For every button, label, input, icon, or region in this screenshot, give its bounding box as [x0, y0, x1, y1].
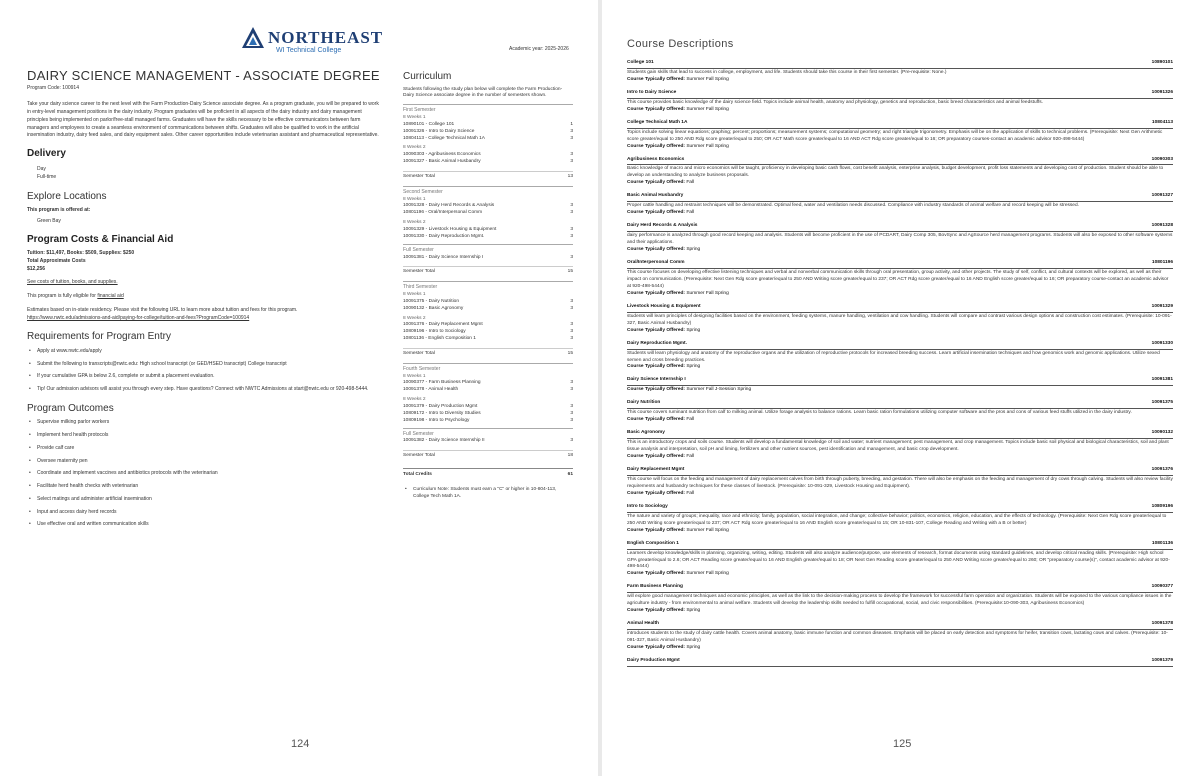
requirement-item: • Submit the following to transcripts@nwtc.edu: High school transcript (or GED/HSED transcript) College transcript	[27, 361, 382, 369]
curriculum-course-row	[403, 438, 573, 445]
course-description: This course focuses on developing effective listening techniques and verbal and nonverbal communication skills through oral presentation, group activity, and other projects. The study of self, conflict, and cultural contexts will be explored, as well as their impact on communication. (Prerequisite: Next Gen Rdg score greater/equal to 250 AND Writing score greater/equal to 237; OR ACT Rdg score greater/equal to 16 AND English score greater/equal to 16; OR preparatory course-contact an academic advisor at 920-498-5444)	[627, 269, 1169, 289]
course-entry	[627, 157, 1173, 188]
course-credits: 3	[570, 329, 573, 335]
academic-year: Academic year: 2025-2026	[509, 46, 569, 52]
course-credits: 3	[570, 135, 573, 141]
course-code: 10090303	[1151, 156, 1173, 162]
course-name: Dairy Replacement Mgmt	[627, 466, 685, 472]
course-name: Dairy Herd Records & Analysis	[627, 223, 698, 229]
outcome-item: • Facilitate herd health checks with veterinarian	[27, 483, 382, 491]
curriculum-course-row	[403, 255, 573, 262]
course-name: 10809198 - Intro to Psychology	[403, 418, 470, 424]
course-description: Students gain skills that lead to success in college, employment, and life. Students should take this course in their first semester. (Pre-requisite: None.)	[627, 69, 947, 75]
course-description: students will learn principles of designing facilities based on the environment, feeding systems, manure handling, ventilation and cow handling. Students will compare and contrast various design options and construction cost estimates. (Prerequisite: 10-091-327, Basic Animal Husbandry)	[627, 313, 1172, 326]
course-name: 10890101 - College 101	[403, 121, 455, 127]
course-entry	[627, 467, 1173, 498]
course-offered-terms: Fall	[686, 210, 695, 216]
outcomes-heading: Program Outcomes	[27, 402, 114, 414]
course-code: 10090132	[1151, 430, 1173, 436]
course-name: 10091381 - Dairy Science Internship I	[403, 254, 484, 260]
delivery-item: Day	[37, 165, 46, 172]
course-credits: 3	[570, 404, 573, 410]
semester-label: Third Semester	[403, 284, 438, 291]
course-entry	[627, 584, 1173, 615]
curriculum-course-row	[403, 136, 573, 143]
course-offered-terms: Spring	[686, 247, 701, 253]
course-name: 10090132 - Basic Agronomy	[403, 305, 464, 311]
course-name: 10809196 - Intro to Sociology	[403, 329, 466, 335]
course-header	[627, 120, 1173, 129]
outcome-item: • Use effective oral and written communication skills	[27, 521, 382, 529]
outcome-item: • Coordinate and implement vaccines and antibiotics protocols with the veterinarian	[27, 470, 382, 478]
course-offered-terms: Fall	[686, 180, 695, 186]
course-offered-terms: Summer Fall Spring	[686, 76, 729, 82]
course-name: Intro to Dairy Science	[627, 89, 677, 95]
semester-total-row	[403, 266, 573, 276]
course-code: 10091329	[1151, 303, 1173, 309]
costs-link[interactable]: See costs of tuition, books, and supplies.	[27, 279, 118, 286]
course-offered-label: Course Typically Offered:	[627, 454, 687, 460]
course-offered-terms: Fall	[686, 417, 695, 423]
course-code: 10801196	[1151, 260, 1173, 266]
outcome-item: • Provide calf care	[27, 445, 382, 453]
semester-label: Full Semester	[403, 247, 434, 254]
tuition-text: Tuition: $11,497, Books: $509, Supplies: $250	[27, 250, 135, 257]
course-name: Animal Health	[627, 621, 659, 627]
course-credits: 3	[570, 387, 573, 393]
logo-tagline: WI Technical College	[276, 47, 342, 54]
curriculum-intro: Students following the study plan below will complete the Farm Production-Dairy Science associate degree in the number of semesters shown.	[403, 86, 563, 99]
semester-total-label: Semester Total	[403, 351, 435, 357]
curriculum-course-row	[403, 299, 573, 306]
course-name: Oral/Interpersonal Comm	[627, 260, 685, 266]
course-description: will explore good management techniques and economic principles, as well as the link to the decision-making process to develop the framework for successful farm operation and organization. Students will be exposed to the various compliance issues in the agriculture industry - from environmental to animal welfare. Students will develop the leadership skills needed to fulfill occupational, social, and civic responsibilities. (Prerequisite:10-090-303, Agribusiness Economics)	[627, 594, 1172, 607]
outcomes-list	[27, 419, 382, 529]
financial-aid-text: This program is fully eligible for	[27, 293, 96, 300]
course-name: Farm Business Planning	[627, 584, 683, 590]
program-title: DAIRY SCIENCE MANAGEMENT - ASSOCIATE DEGREE	[27, 68, 380, 83]
curriculum-course-row	[403, 387, 573, 394]
estimates-url[interactable]: https://www.nwtc.edu/admissions-and-aid/paying-for-college/tuition-and-fees?ProgramCode=100914	[27, 314, 250, 321]
total-credits-value: 61	[567, 472, 573, 478]
college-logo	[240, 26, 384, 56]
estimates-text: Estimates based on in-state residency. Please visit the following URL to learn more about tuition and fees for this program.	[27, 306, 298, 313]
course-code: 10091326	[1151, 89, 1173, 95]
requirements-heading: Requirements for Program Entry	[27, 331, 171, 343]
course-offered-label: Course Typically Offered:	[627, 645, 687, 651]
financial-aid-link[interactable]: financial aid	[97, 293, 124, 300]
course-offered	[627, 608, 1173, 615]
course-header	[627, 90, 1173, 99]
delivery-list	[27, 165, 382, 182]
course-header	[627, 467, 1173, 476]
course-entry	[627, 621, 1173, 652]
course-credits: 3	[570, 336, 573, 342]
course-code: 10091381	[1151, 377, 1173, 383]
curriculum-course-row	[403, 336, 573, 343]
semester-total-value: 18	[567, 453, 573, 459]
semester-label: Fourth Semester	[403, 366, 441, 373]
curriculum-course-row	[403, 306, 573, 313]
course-description: introduces students to the study of dairy cattle health. Covers animal anatomy, basic immune function and common diseases. Emphasis will be placed on early detection and symptoms for heifer, transition cows, lactating cows and calves. (Prerequisite: 10-091-327, Basic Animal Husbandry)	[627, 631, 1168, 644]
course-name: 10091328 - Dairy Herd Records & Analysis	[403, 203, 495, 209]
delivery-heading: Delivery	[27, 148, 66, 160]
course-entry	[627, 304, 1173, 335]
course-code: 10090377	[1151, 584, 1173, 590]
page-number: 124	[291, 738, 310, 750]
course-credits: 3	[570, 152, 573, 158]
course-offered-terms: Spring	[686, 608, 701, 614]
course-name: 10801196 - Oral/Interpersonal Comm	[403, 210, 483, 216]
course-offered	[627, 491, 1173, 498]
curriculum-column	[403, 70, 573, 501]
semester-label: First Semester	[403, 107, 436, 114]
course-description: This course will focus on the feeding and management of dairy replacement calves from birth through puberty, breeding, and gestation. There will also be emphasis on the feeding and management of dry cows through calving. Students will also review facility requirements and husbandry techniques for these classes of livestock. (Prerequisite: 10-091-329, Livestock Housing and Equipment).	[627, 476, 1173, 489]
course-entry	[627, 400, 1173, 424]
course-header	[627, 400, 1173, 409]
course-offered	[627, 645, 1173, 652]
course-name: Dairy Production Mgmt	[627, 658, 680, 663]
course-offered	[627, 364, 1173, 371]
course-offered-label: Course Typically Offered:	[627, 387, 687, 393]
course-name: 10091382 - Dairy Science Internship II	[403, 438, 485, 444]
course-offered	[627, 571, 1173, 578]
weeks-label: 8 Weeks 1	[403, 291, 426, 297]
course-header	[627, 430, 1173, 439]
course-name: 10091327 - Basic Animal Husbandry	[403, 159, 481, 165]
course-offered	[627, 454, 1173, 461]
semester-total-value: 15	[567, 269, 573, 275]
course-credits: 3	[570, 203, 573, 209]
course-code: 10809196	[1151, 503, 1173, 509]
course-entry	[627, 260, 1173, 298]
semester-block	[403, 186, 573, 241]
course-name: College 101	[627, 60, 654, 65]
semester-total-label: Semester Total	[403, 174, 435, 180]
campus-name: Green Bay	[37, 217, 61, 224]
course-name: 10091330 - Dairy Reproduction Mgmt.	[403, 234, 485, 240]
costs-heading: Program Costs & Financial Aid	[27, 233, 174, 245]
course-offered	[627, 210, 1173, 217]
course-offered	[627, 180, 1173, 187]
course-entry	[627, 658, 1173, 667]
right-page	[602, 0, 1200, 776]
semester-block	[403, 244, 573, 276]
course-name: Intro to Sociology	[627, 503, 668, 509]
course-description: Learners develop knowledge/skills in planning, organizing, writing, editing. Students will also analyze audience/purpose, use elements of research, format documents using standard guidelines, and develop critical reading skills. (Prerequisite: High school GPA greater/equal to 2.6; OR ACT Reading score greater/equal to 16 AND English greater/equal to 18; OR Next Gen Reading score greater/equal to 250 AND Writing score greater/equal to 260; OR "preparatory course(s)", contact academic advisor at 920-498-5444)	[627, 550, 1170, 570]
course-name: 10091376 - Dairy Replacement Mgmt	[403, 322, 483, 328]
curriculum-course-row	[403, 129, 573, 136]
course-credits: 3	[570, 128, 573, 134]
course-offered-label: Course Typically Offered:	[627, 180, 687, 186]
course-credits: 3	[570, 298, 573, 304]
course-header	[627, 223, 1173, 232]
course-entry	[627, 223, 1173, 254]
semester-total-row	[403, 450, 573, 460]
weeks-label: 8 Weeks 1	[403, 196, 426, 202]
outcome-item: • Supervise milking parlor workers	[27, 419, 382, 427]
course-credits: 3	[570, 227, 573, 233]
total-credits-row	[403, 468, 573, 479]
curriculum-note: • Curriculum Note: Students must earn a "C" or higher in 10-804-113, College Tech Math 1A.	[403, 487, 573, 501]
course-offered-terms: Spring	[686, 645, 701, 651]
semester-total-label: Semester Total	[403, 269, 435, 275]
semester-label: Full Semester	[403, 431, 434, 438]
course-offered-label: Course Typically Offered:	[627, 76, 687, 82]
curriculum-heading: Curriculum	[403, 71, 452, 82]
curriculum-course-row	[403, 418, 573, 425]
course-code: 10091378	[1151, 621, 1173, 627]
semester-block	[403, 363, 573, 425]
course-name: Dairy Science Internship I	[627, 377, 686, 383]
course-offered	[627, 144, 1173, 151]
course-offered-label: Course Typically Offered:	[627, 490, 687, 496]
course-offered	[627, 417, 1173, 424]
semester-block	[403, 281, 573, 358]
course-header	[627, 621, 1173, 630]
logo-name: NORTHEAST	[268, 28, 384, 47]
course-code: 10091375	[1151, 400, 1173, 406]
page-number: 125	[893, 738, 912, 750]
course-header	[627, 341, 1173, 350]
course-name: 10091375 - Dairy Nutrition	[403, 298, 459, 304]
course-credits: 1	[570, 121, 573, 127]
course-code: 10890101	[1151, 60, 1173, 65]
course-description-list	[627, 60, 1173, 673]
delivery-item: Full-time	[37, 174, 57, 181]
course-entry	[627, 377, 1173, 394]
course-name: Livestock Housing & Equipment	[627, 303, 701, 309]
requirement-item: • If your cumulative GPA is below 2.6, complete or submit a placement evaluation.	[27, 373, 382, 381]
requirement-item: • Tip! Our admission advisors will assist you through every step. Have questions? Connect with NWTC Admissions at start@nwtc.edu or 920-498-5444.	[27, 386, 382, 394]
course-descriptions-title: Course Descriptions	[627, 38, 734, 50]
explore-heading: Explore Locations	[27, 190, 107, 202]
course-offered-terms: Summer Fall J-Session Spring	[686, 387, 752, 393]
course-name: 10090377 - Farm Business Planning	[403, 380, 481, 386]
course-name: 10091326 - Intro to Dairy Science	[403, 128, 475, 134]
course-offered	[627, 107, 1173, 114]
course-header	[627, 304, 1173, 313]
curriculum-course-row	[403, 210, 573, 217]
weeks-label: 8 Weeks 1	[403, 114, 426, 120]
course-name: Dairy Reproduction Mgmt.	[627, 340, 687, 346]
total-costs-label: Total Approximate Costs	[27, 257, 86, 264]
course-offered-label: Course Typically Offered:	[627, 364, 687, 370]
curriculum-course-row	[403, 122, 573, 129]
program-intro: Take your dairy science career to the next level with the Farm Production-Dairy Science associate degree. As a program graduate, you will be prepared to work in entry-level management positions in the dairy industry. Program graduates will be proficient in all aspects of the dairy industry and dairy management principles being implemented on parlor/free-stall managed farms. Graduates will have the skills necessary to be effective communicators between farm managers and employees to create a seamless environment of communications between shifts. Graduates will also be qualified to work in the artificial insemination industry, dairy feed sales, and dairy equipment sales. Other career opportunities include veterinarian assistant and pharmaceutical representative.	[27, 101, 379, 139]
weeks-label: 8 Weeks 2	[403, 397, 426, 403]
semester-total-label: Semester Total	[403, 453, 435, 459]
course-description: The nature and variety of groups; inequality, race and ethnicity; family, population, social integration, and change; collective behavior; politics, economics, religion, education, and the effects of technology. (Prerequisite: Next Gen Rdg score greater/equal to 250 AND Writing score greater/equal to 237; OR ACT Rdg score greater/equal to 16 AND English score greater/equal to 15; OR 10-831-107, College Reading and Writing with a B or better)	[627, 513, 1167, 526]
course-credits: 3	[570, 305, 573, 311]
course-description: This is an introductory crops and soils course. Students will develop a fundamental knowledge of soil and water; nutrient management; pest management, and crop management. Topics include basic soil physical and biological characteristics, soil and plant tissue analysis and interpretation, soil pH and liming, fertilizers and other nutrient sources, pest identification and management, and basic crop development.	[627, 440, 1169, 453]
course-credits: 3	[570, 159, 573, 165]
course-header	[627, 157, 1173, 166]
course-code: 10091330	[1151, 340, 1173, 346]
course-offered-label: Course Typically Offered:	[627, 290, 687, 296]
course-name: Agribusiness Economics	[627, 156, 685, 162]
course-entry	[627, 90, 1173, 114]
course-offered-label: Course Typically Offered:	[627, 210, 687, 216]
course-offered-label: Course Typically Offered:	[627, 527, 687, 533]
course-code: 10801136	[1151, 540, 1173, 546]
program-code: Program Code: 100914	[27, 84, 79, 91]
course-header	[627, 504, 1173, 513]
course-header	[627, 377, 1173, 386]
semester-total-value: 13	[567, 174, 573, 180]
course-name: English Composition 1	[627, 540, 679, 546]
course-entry	[627, 341, 1173, 372]
course-offered	[627, 291, 1173, 298]
outcome-item: • Implement herd health protocols	[27, 432, 382, 440]
weeks-label: 8 Weeks 2	[403, 315, 426, 321]
course-entry	[627, 60, 1173, 84]
course-code: 10091327	[1151, 193, 1173, 199]
course-offered	[627, 387, 1173, 394]
course-offered-label: Course Typically Offered:	[627, 247, 687, 253]
course-name: College Technical Math 1A	[627, 119, 688, 125]
course-offered-label: Course Typically Offered:	[627, 608, 687, 614]
course-entry	[627, 430, 1173, 461]
course-offered-terms: Summer Fall Spring	[686, 527, 729, 533]
curriculum-course-row	[403, 234, 573, 241]
course-code: 10091376	[1151, 466, 1173, 472]
course-description: Basic knowledge of macro and micro economics will be taught, proficiency in developing basic cash flows, cost benefit analysis, enterprise analysis, budget development, profit loss statements and developing cost of production. Student should be able to develop an understanding to analyze business proposals.	[627, 166, 1164, 179]
semester-total-value: 15	[567, 351, 573, 357]
semester-total-row	[403, 171, 573, 181]
course-name: Basic Agronomy	[627, 430, 665, 436]
outcome-item: • Select matings and administer artificial insemination	[27, 496, 382, 504]
course-offered-terms: Spring	[686, 364, 701, 370]
course-code: 10091328	[1151, 223, 1173, 229]
total-costs-value: $12,256	[27, 265, 46, 272]
course-credits: 3	[570, 418, 573, 424]
course-entry	[627, 193, 1173, 217]
program-column	[27, 68, 382, 534]
course-description: This course covers ruminant nutrition from calf to milking animal. Utilize forage analysis to balance rations. Learn basic ration formulations utilizing computer software and the pros and cons of various feed stuffs utilized in the dairy industry.	[627, 410, 1132, 416]
course-entry	[627, 504, 1173, 535]
course-offered-terms: Summer Fall Spring	[686, 106, 729, 112]
course-name: 10091379 - Dairy Production Mgmt	[403, 404, 478, 410]
left-page	[0, 0, 598, 776]
course-offered-terms: Summer Fall Spring	[686, 571, 729, 577]
course-offered-label: Course Typically Offered:	[627, 143, 687, 149]
course-header	[627, 658, 1173, 667]
semester-label: Second Semester	[403, 189, 443, 196]
semester-total-row	[403, 348, 573, 358]
course-description: This course provides basic knowledge of the dairy science field. Topics include animal health, anatomy and physiology, genetics and reproduction, basic breed characteristics and animal feedstuffs.	[627, 99, 1043, 105]
course-offered	[627, 77, 1173, 84]
course-offered-terms: Summer Fall Spring	[686, 143, 729, 149]
weeks-label: 8 Weeks 2	[403, 145, 426, 151]
outcome-item: • Oversee maternity pen	[27, 458, 382, 466]
course-header	[627, 260, 1173, 269]
requirement-item: • Apply at www.nwtc.edu/apply	[27, 348, 382, 356]
logo-emblem-icon	[240, 26, 266, 52]
course-offered-label: Course Typically Offered:	[627, 327, 687, 333]
course-name: 10091329 - Livestock Housing & Equipment	[403, 227, 497, 233]
course-entry	[627, 120, 1173, 151]
course-offered-label: Course Typically Offered:	[627, 571, 687, 577]
course-credits: 3	[570, 411, 573, 417]
course-offered	[627, 528, 1173, 535]
course-name: 10801136 - English Composition 1	[403, 336, 476, 342]
semester-list	[403, 104, 573, 460]
course-entry	[627, 541, 1173, 579]
course-description: dairy performance is analyzed through good record keeping and analysis. Students will become proficient in the use of PCDART, Dairy Comp 305, BovSync and AgSource herd management programs. Students will also be exposed to other software systems and their applications.	[627, 233, 1173, 246]
course-description: Students will learn physiology and anatomy of the reproductive organs and the utilization of reproductive protocols for increased breeding success. Learn artificial insemination techniques and how genomics work and genomic applications. Utilize sexed semen and cross breeding practices.	[627, 350, 1160, 363]
course-credits: 3	[570, 322, 573, 328]
course-description: Proper cattle handling and restraint techniques will be demonstrated. Optimal feed, water and ventilation needs discussed. Compliance with industry standards of animal welfare and record keeping will be stressed.	[627, 203, 1079, 209]
course-name: 10804113 - College Technical Math 1A	[403, 135, 485, 141]
course-offered	[627, 328, 1173, 335]
course-header	[627, 584, 1173, 593]
course-code: 10804113	[1151, 119, 1173, 125]
weeks-label: 8 Weeks 2	[403, 220, 426, 226]
course-code: 10091379	[1151, 658, 1173, 663]
course-offered-terms: Fall	[686, 454, 695, 460]
course-name: Basic Animal Husbandry	[627, 193, 684, 199]
course-offered-label: Course Typically Offered:	[627, 106, 687, 112]
curriculum-course-row	[403, 159, 573, 166]
course-header	[627, 541, 1173, 550]
total-credits-label: Total Credits	[403, 472, 432, 478]
weeks-label: 8 Weeks 1	[403, 373, 426, 379]
outcome-item: • Input and access dairy herd records	[27, 509, 382, 517]
course-credits: 3	[570, 380, 573, 386]
course-credits: 3	[570, 210, 573, 216]
course-credits: 3	[570, 254, 573, 260]
course-description: Topics include solving linear equations; graphing; percent; proportions; measurement systems; computational geometry; and right triangle trigonometry. Emphasis will be on the application of skills to technical problems. (Prerequisite: Next Gen Arithmetic score greater/equal to 250 AND Rdg score greater/equal to 250; OR ACT Math score greater/equal to 16 AND ACT Rdg score greater/equal to 16; OR preparatory courses-contact an academic advisor 920-498-5444)	[627, 129, 1163, 142]
course-offered-label: Course Typically Offered:	[627, 417, 687, 423]
course-name: 10809172 - Intro to Diversity Studies	[403, 411, 481, 417]
semester-block	[403, 104, 573, 181]
course-header	[627, 60, 1173, 69]
course-name: 10091378 - Animal Health	[403, 387, 459, 393]
course-header	[627, 193, 1173, 202]
course-name: 10090303 - Agribusiness Economics	[403, 152, 481, 158]
course-offered-terms: Spring	[686, 327, 701, 333]
course-offered-terms: Summer Fall Spring	[686, 290, 729, 296]
course-offered	[627, 247, 1173, 254]
semester-block	[403, 428, 573, 460]
financial-aid-line	[27, 293, 382, 301]
offered-at-label: This program is offered at:	[27, 207, 91, 214]
requirements-list	[27, 348, 382, 394]
course-offered-terms: Fall	[686, 490, 695, 496]
course-name: Dairy Nutrition	[627, 400, 661, 406]
course-credits: 3	[570, 234, 573, 240]
course-credits: 3	[570, 438, 573, 444]
